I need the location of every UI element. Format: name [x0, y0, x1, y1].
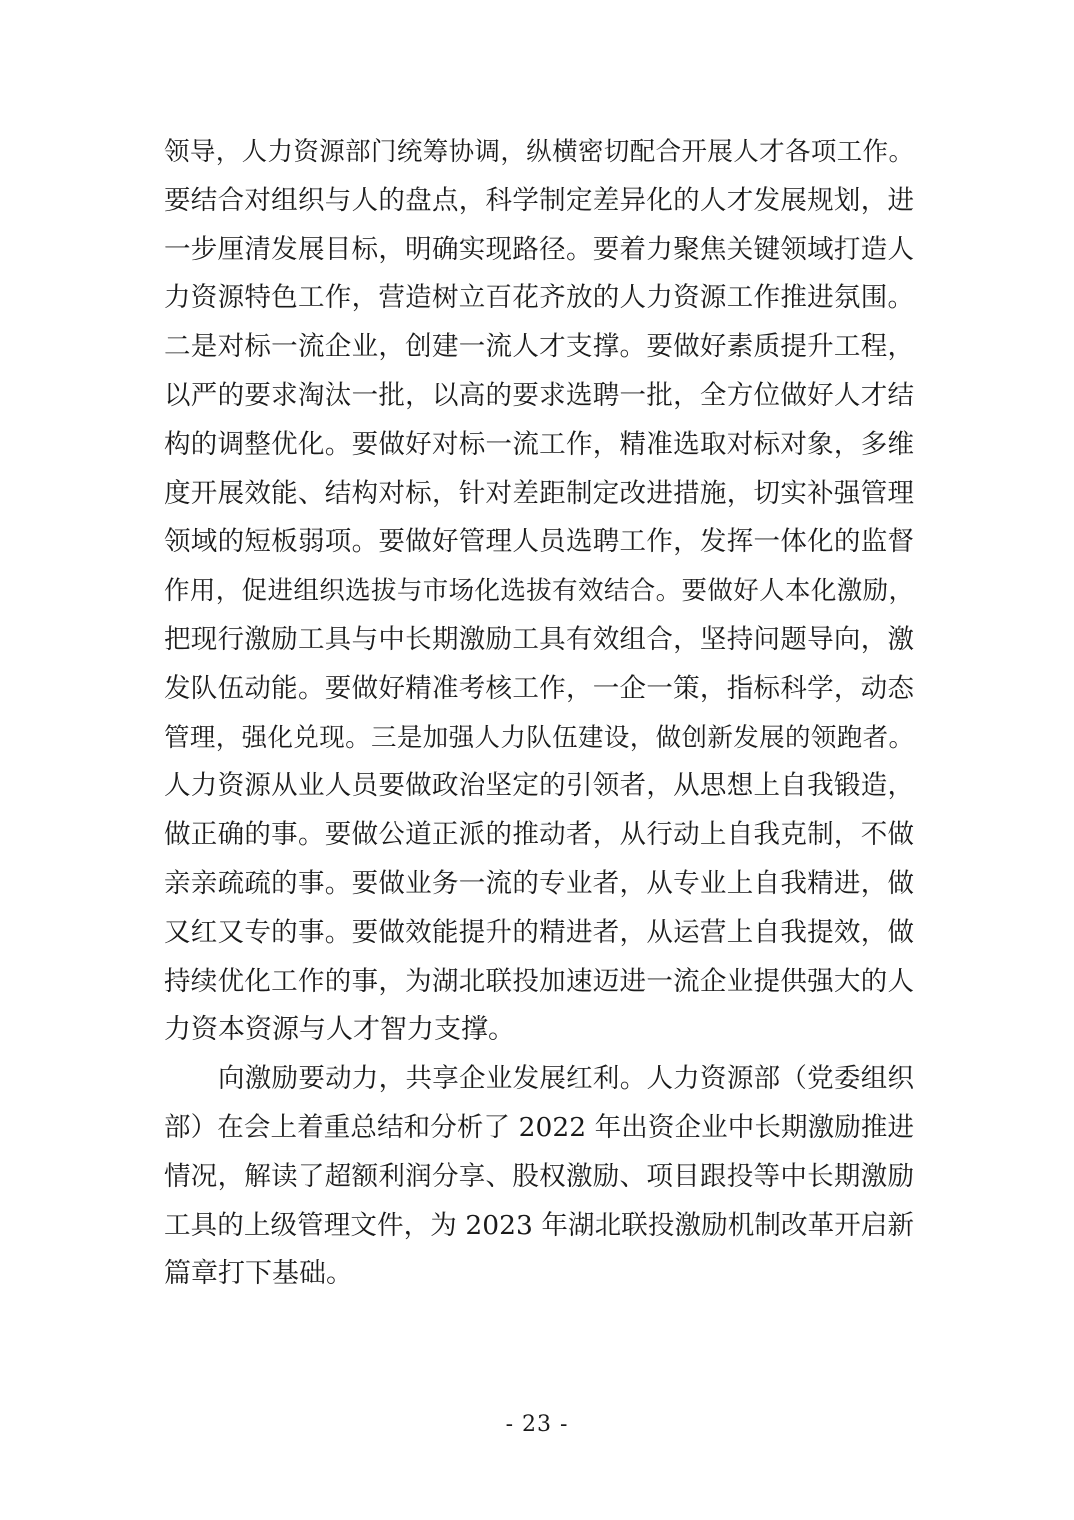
text-line: 情况，解读了超额利润分享、股权激励、项目跟投等中长期激励 — [164, 1160, 914, 1192]
text-line: 把现行激励工具与中长期激励工具有效组合，坚持问题导向，激 — [164, 623, 914, 655]
text-line: 管理，强化兑现。三是加强人力队伍建设，做创新发展的领跑者。 — [164, 722, 914, 753]
text-line: 力资本资源与人才智力支撑。 — [164, 1014, 515, 1046]
text-line: 持续优化工作的事，为湖北联投加速迈进一流企业提供强大的人 — [164, 965, 914, 997]
text-line: 又红又专的事。要做效能提升的精进者，从运营上自我提效，做 — [164, 916, 914, 948]
page-number: - 23 - — [505, 1412, 569, 1437]
text-line: 作用，促进组织选拔与市场化选拔有效结合。要做好人本化激励， — [164, 576, 914, 607]
text-line: 一步厘清发展目标，明确实现路径。要着力聚焦关键领域打造人 — [164, 233, 914, 265]
text-line: 人力资源从业人员要做政治坚定的引领者，从思想上自我锻造， — [164, 770, 914, 802]
text-line: 度开展效能、结构对标，针对差距制定改进措施，切实补强管理 — [164, 477, 914, 509]
text-line: 构的调整优化。要做好对标一流工作，精准选取对标对象，多维 — [164, 428, 914, 460]
text-line: 亲亲疏疏的事。要做业务一流的专业者，从专业上自我精进，做 — [164, 867, 914, 899]
paragraph-1 — [164, 128, 914, 1055]
body-text — [164, 128, 914, 1299]
text-line: 工具的上级管理文件，为 2023 年湖北联投激励机制改革开启新 — [164, 1209, 914, 1241]
text-line: 领导，人力资源部门统筹协调，纵横密切配合开展人才各项工作。 — [164, 137, 914, 167]
text-line: 要结合对组织与人的盘点，科学制定差异化的人才发展规划，进 — [164, 184, 914, 216]
text-line: 二是对标一流企业，创建一流人才支撑。要做好素质提升工程， — [164, 331, 914, 363]
text-line: 部）在会上着重总结和分析了 2022 年出资企业中长期激励推进 — [164, 1111, 914, 1143]
text-line: 力资源特色工作，营造树立百花齐放的人力资源工作推进氛围。 — [164, 282, 914, 314]
text-line: 领域的短板弱项。要做好管理人员选聘工作，发挥一体化的监督 — [164, 526, 914, 558]
text-line: 篇章打下基础。 — [164, 1258, 353, 1290]
text-line: 发队伍动能。要做好精准考核工作，一企一策，指标科学，动态 — [164, 672, 914, 704]
text-line: 向激励要动力，共享企业发展红利。人力资源部（党委组织 — [218, 1063, 914, 1095]
text-line: 以严的要求淘汰一批，以高的要求选聘一批，全方位做好人才结 — [164, 379, 914, 411]
paragraph-2 — [164, 1055, 914, 1299]
text-line: 做正确的事。要做公道正派的推动者，从行动上自我克制，不做 — [164, 819, 914, 851]
